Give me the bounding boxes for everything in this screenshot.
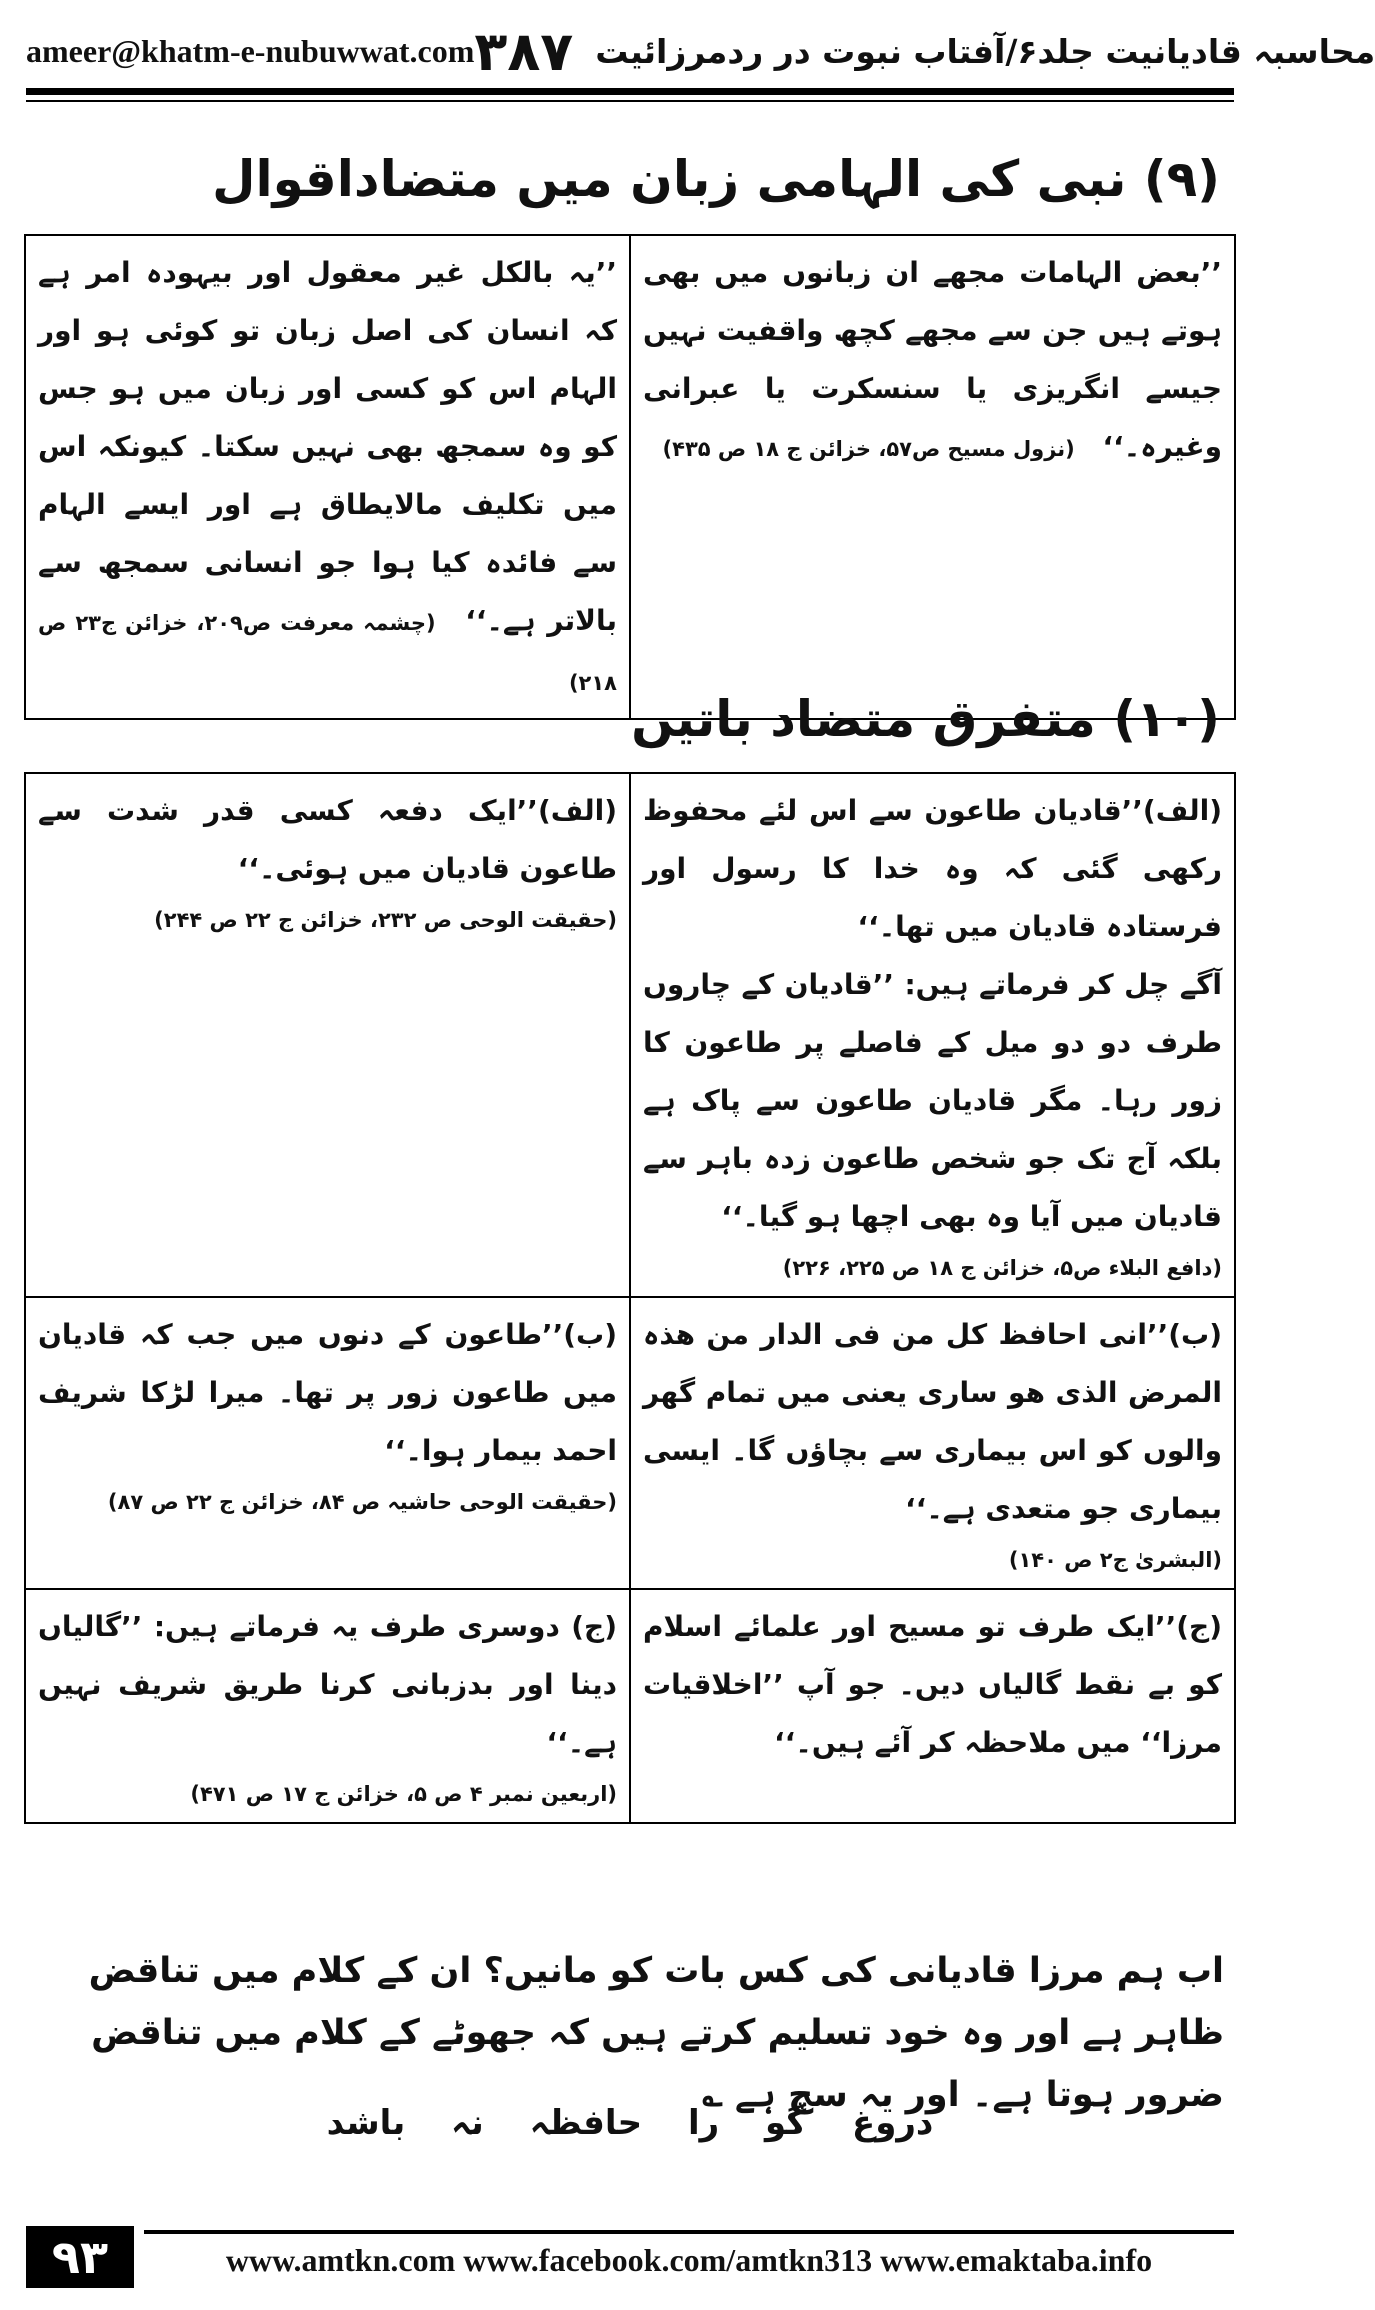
reference: (حقیقت الوحی ص ۲۳۲، خزائن ج ۲۲ ص ۲۴۴): [154, 908, 617, 932]
reference: (چشمہ معرفت ص۲۰۹، خزائن ج۲۳ ص ۲۱۸): [38, 611, 617, 695]
row-alif-right-cell: [630, 773, 1235, 1297]
quote-text: آگے چل کر فرماتے ہیں: ’’قادیان کے چاروں طرف دو دو میل کے فاصلے پر طاعون کا زور رہا۔ مگر قادیان طاعون سے پاک ہے بلکہ آج تک جو شخص طاعون زدہ باہر سے قادیان میں آیا وہ بھی اچھا ہو گیا۔‘‘: [643, 968, 1222, 1233]
header-book-title: [474, 20, 1375, 83]
footer-rule: [144, 2230, 1234, 2234]
row-be-left-cell: [25, 1297, 630, 1589]
section-10-heading: (۱۰) متفرق متضاد باتیں: [631, 690, 1220, 748]
quote-text: (ب)’’انی احافظ کل من فی الدار من ھذہ المرض الذی ھو ساری یعنی میں تمام گھر والوں کو اس بیماری سے بچاؤں گا۔ ایسی بیماری جو متعدی ہے۔‘‘: [643, 1318, 1222, 1525]
quote-text: (ب)’’طاعون کے دنوں میں جب کہ قادیان میں طاعون زور پر تھا۔ میرا لڑکا شریف احمد بیمار ہوا۔‘‘: [38, 1318, 617, 1467]
footer-links: www.amtkn.com www.facebook.com/amtkn313 www.emaktaba.info: [225, 2242, 1153, 2278]
reference: (دافع البلاء ص۵، خزائن ج ۱۸ ص ۲۲۵، ۲۲۶): [782, 1256, 1222, 1280]
reference: (البشریٰ ج۲ ص ۱۴۰): [1008, 1548, 1222, 1572]
table-row: [25, 1589, 1235, 1823]
reference: (اربعین نمبر ۴ ص ۵، خزائن ج ۱۷ ص ۴۷۱): [190, 1782, 617, 1806]
row-alif-left-cell: [25, 773, 630, 1297]
row-be-right-cell: [630, 1297, 1235, 1589]
header-email: ameer@khatm-e-nubuwwat.com: [26, 32, 475, 69]
book-title-text: محاسبہ قادیانیت جلد۶/آفتاب نبوت در ردمرزائیت: [595, 31, 1375, 71]
page-footer: [26, 2226, 1234, 2288]
quote-text: (الف)’’قادیان طاعون سے اس لئے محفوظ رکھی گئی کہ وہ خدا کا رسول اور فرستادہ قادیان میں تھا۔‘‘: [643, 794, 1222, 943]
header-page-number: ۳۸۷: [474, 19, 574, 83]
header-rule-thin: [26, 100, 1234, 102]
reference: (حقیقت الوحی حاشیہ ص ۸۴، خزائن ج ۲۲ ص ۸۷): [107, 1490, 617, 1514]
table-row: [25, 1297, 1235, 1589]
row-jeem-right-cell: [630, 1589, 1235, 1823]
table-row: [25, 235, 1235, 719]
footer-page-badge: ۹۳: [26, 2226, 134, 2288]
section-9-left-cell: [25, 235, 630, 719]
page-header: [26, 18, 1375, 84]
persian-verse: دروغ گو را حافظہ نہ باشد: [326, 2103, 934, 2143]
section-9-right-cell: [630, 235, 1235, 719]
quote-text: ’’بعض الہامات مجھے ان زبانوں میں بھی ہوتے ہیں جن سے مجھے کچھ واقفیت نہیں جیسے انگریزی یا سنسکرت یا عبرانی وغیرہ۔‘‘: [643, 256, 1222, 463]
row-jeem-left-cell: [25, 1589, 630, 1823]
closing-paragraph: اب ہم مرزا قادیانی کی کس بات کو مانیں؟ ان کے کلام میں تناقض ظاہر ہے اور وہ خود تسلیم کرتے ہیں کہ جھوٹے کے کلام میں تناقض ضرور ہوتا ہے۔ اور یہ سچ ہے ؎: [88, 1951, 1224, 2115]
reference: (نزول مسیح ص۵۷، خزائن ج ۱۸ ص ۴۳۵): [662, 437, 1075, 461]
section-9-table: [24, 234, 1236, 720]
quote-text: ’’یہ بالکل غیر معقول اور بیہودہ امر ہے کہ انسان کی اصل زبان تو کوئی ہو اور الہام اس کو کسی اور زبان میں ہو جس کو وہ سمجھ بھی نہیں سکتا۔ کیونکہ اس میں تکلیف مالایطاق ہے اور ایسے الہام سے فائدہ کیا ہوا جو انسانی سمجھ سے بالاتر ہے۔‘‘: [38, 256, 617, 637]
header-rule-thick: [26, 88, 1234, 95]
section-10-table: [24, 772, 1236, 1824]
quote-text: (الف)’’ایک دفعہ کسی قدر شدت سے طاعون قادیان میں ہوئی۔‘‘: [38, 794, 617, 885]
table-row: [25, 773, 1235, 1297]
quote-text: (ج) دوسری طرف یہ فرماتے ہیں: ’’گالیاں دینا اور بدزبانی کرنا طریق شریف نہیں ہے۔‘‘: [38, 1610, 617, 1759]
quote-text: (ج)’’ایک طرف تو مسیح اور علمائے اسلام کو بے نقط گالیاں دیں۔ جو آپ ’’اخلاقیات مرزا‘‘ میں ملاحظہ کر آئے ہیں۔‘‘: [643, 1610, 1222, 1759]
section-9-heading: (۹) نبی کی الہامی زبان میں متضاداقوال: [212, 150, 1220, 208]
